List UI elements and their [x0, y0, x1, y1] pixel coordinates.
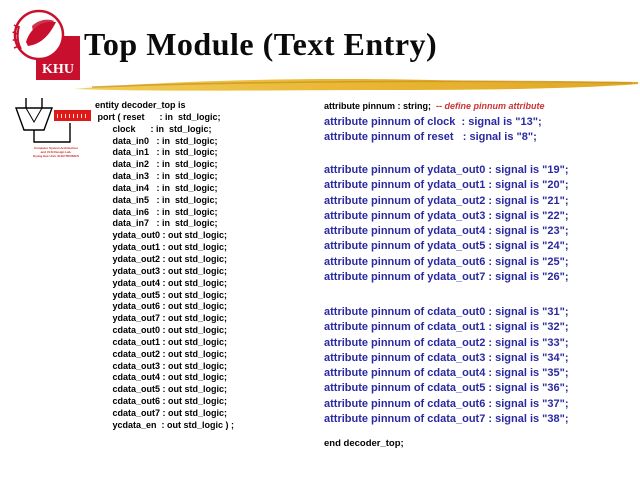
- vhdl-entity-line: ycdata_en : out std_logic ) ;: [95, 419, 235, 430]
- lab-caption-line: Computer System Architecture: [33, 146, 79, 150]
- pinnum-clock-reset-block: [324, 115, 640, 146]
- pinnum-attribute-line: attribute pinnum of cdata_out5 : signal is "36";: [324, 382, 569, 395]
- pinnum-attribute-line: attribute pinnum of cdata_out2 : signal is "33";: [324, 336, 569, 349]
- pinnum-attribute-line: attribute pinnum of ydata_out4 : signal is "23";: [324, 225, 569, 238]
- pinnum-attribute-line: attribute pinnum of cdata_out3 : signal is "34";: [324, 351, 569, 364]
- pinnum-attribute-line: attribute pinnum of ydata_out0 : signal is "19";: [324, 164, 569, 176]
- pinnum-attribute-line: attribute pinnum of ydata_out7 : signal is "26";: [324, 271, 569, 284]
- pinnum-attribute-line: attribute pinnum of cdata_out7 : signal is "38";: [324, 413, 569, 426]
- vhdl-entity-line: ydata_out2 : out std_logic;: [95, 253, 228, 264]
- pinnum-attribute-line: attribute pinnum of cdata_out4 : signal is "35";: [324, 367, 569, 380]
- pinnum-attribute-line: attribute pinnum of clock : signal is "13";: [324, 116, 542, 128]
- vhdl-entity-line: data_in3 : in std_logic;: [95, 171, 218, 182]
- pinnum-declaration: attribute pinnum : string;: [324, 101, 431, 111]
- vhdl-entity-line: clock : in std_logic;: [95, 123, 212, 134]
- vhdl-entity-line: data_in4 : in std_logic;: [95, 182, 218, 193]
- vhdl-entity-line: ydata_out7 : out std_logic;: [95, 313, 228, 324]
- vhdl-entity-line: cdata_out4 : out std_logic;: [95, 372, 228, 383]
- pinnum-comment: -- define pinnum attribute: [431, 101, 545, 111]
- lab-caption-line: and VLSI Design Lab.: [40, 150, 72, 154]
- vhdl-entity-line: data_in7 : in std_logic;: [95, 218, 218, 229]
- khu-logo-label: KHU: [42, 62, 74, 77]
- khu-logo: [12, 8, 80, 78]
- vhdl-entity-line: cdata_out7 : out std_logic;: [95, 407, 228, 418]
- vhdl-entity-line: ydata_out5 : out std_logic;: [95, 289, 228, 300]
- khu-emblem-icon: [12, 8, 68, 64]
- vhdl-entity-line: port ( reset : in std_logic;: [95, 111, 221, 122]
- vhdl-entity-line: cdata_out0 : out std_logic;: [95, 325, 228, 336]
- pinnum-cdata-block: [324, 305, 640, 427]
- pinnum-attribute-line: attribute pinnum of ydata_out5 : signal is "24";: [324, 240, 569, 253]
- vhdl-entity-line: cdata_out1 : out std_logic;: [95, 336, 228, 347]
- vhdl-entity-line: ydata_out6 : out std_logic;: [95, 301, 228, 312]
- vhdl-entity-line: data_in5 : in std_logic;: [95, 194, 218, 205]
- vhdl-entity-code: [95, 100, 315, 432]
- pinnum-attribute-line: attribute pinnum of ydata_out6 : signal is "25";: [324, 255, 569, 268]
- vhdl-entity-line: data_in6 : in std_logic;: [95, 206, 218, 217]
- pinnum-attribute-line: attribute pinnum of cdata_out0 : signal is "31";: [324, 306, 569, 318]
- pinnum-attribute-line: attribute pinnum of ydata_out1 : signal is "20";: [324, 179, 569, 192]
- vhdl-entity-line: cdata_out2 : out std_logic;: [95, 348, 228, 359]
- title-underline-swoosh: [72, 72, 640, 98]
- vhdl-entity-line: data_in0 : in std_logic;: [95, 135, 218, 146]
- vhdl-entity-line: ydata_out1 : out std_logic;: [95, 242, 228, 253]
- lab-caption: [14, 146, 98, 158]
- pinnum-attribute-line: attribute pinnum of ydata_out2 : signal is "21";: [324, 194, 569, 207]
- vhdl-entity-line: ydata_out0 : out std_logic;: [95, 230, 228, 241]
- pinnum-attribute-line: attribute pinnum of ydata_out3 : signal is "22";: [324, 209, 569, 222]
- vhdl-entity-line: cdata_out6 : out std_logic;: [95, 396, 228, 407]
- vhdl-entity-line: cdata_out5 : out std_logic;: [95, 384, 228, 395]
- vhdl-entity-line: ydata_out4 : out std_logic;: [95, 277, 228, 288]
- pinnum-ydata-block: [324, 163, 640, 285]
- slide-title: Top Module (Text Entry): [84, 26, 438, 62]
- pinnum-attribute-line: attribute pinnum of cdata_out6 : signal is "37";: [324, 397, 569, 410]
- vhdl-entity-line: data_in2 : in std_logic;: [95, 159, 218, 170]
- pinnum-attribute-line: attribute pinnum of cdata_out1 : signal is "32";: [324, 321, 569, 334]
- vhdl-entity-line: ydata_out3 : out std_logic;: [95, 265, 228, 276]
- vhdl-entity-line: data_in1 : in std_logic;: [95, 147, 218, 158]
- pinnum-declaration-line: [324, 101, 634, 111]
- lab-mini-diagram: [6, 96, 98, 158]
- vhdl-end-line: end decoder_top;: [324, 438, 404, 449]
- vhdl-entity-line: entity decoder_top is: [95, 100, 186, 110]
- red-label-badge: [54, 110, 91, 121]
- funnel-icon: [6, 96, 98, 146]
- lab-caption-line: Kyung Hee Univ. ELECTRONICS: [33, 154, 79, 158]
- vhdl-entity-line: cdata_out3 : out std_logic;: [95, 360, 228, 371]
- pinnum-attribute-line: attribute pinnum of reset : signal is "8";: [324, 131, 537, 144]
